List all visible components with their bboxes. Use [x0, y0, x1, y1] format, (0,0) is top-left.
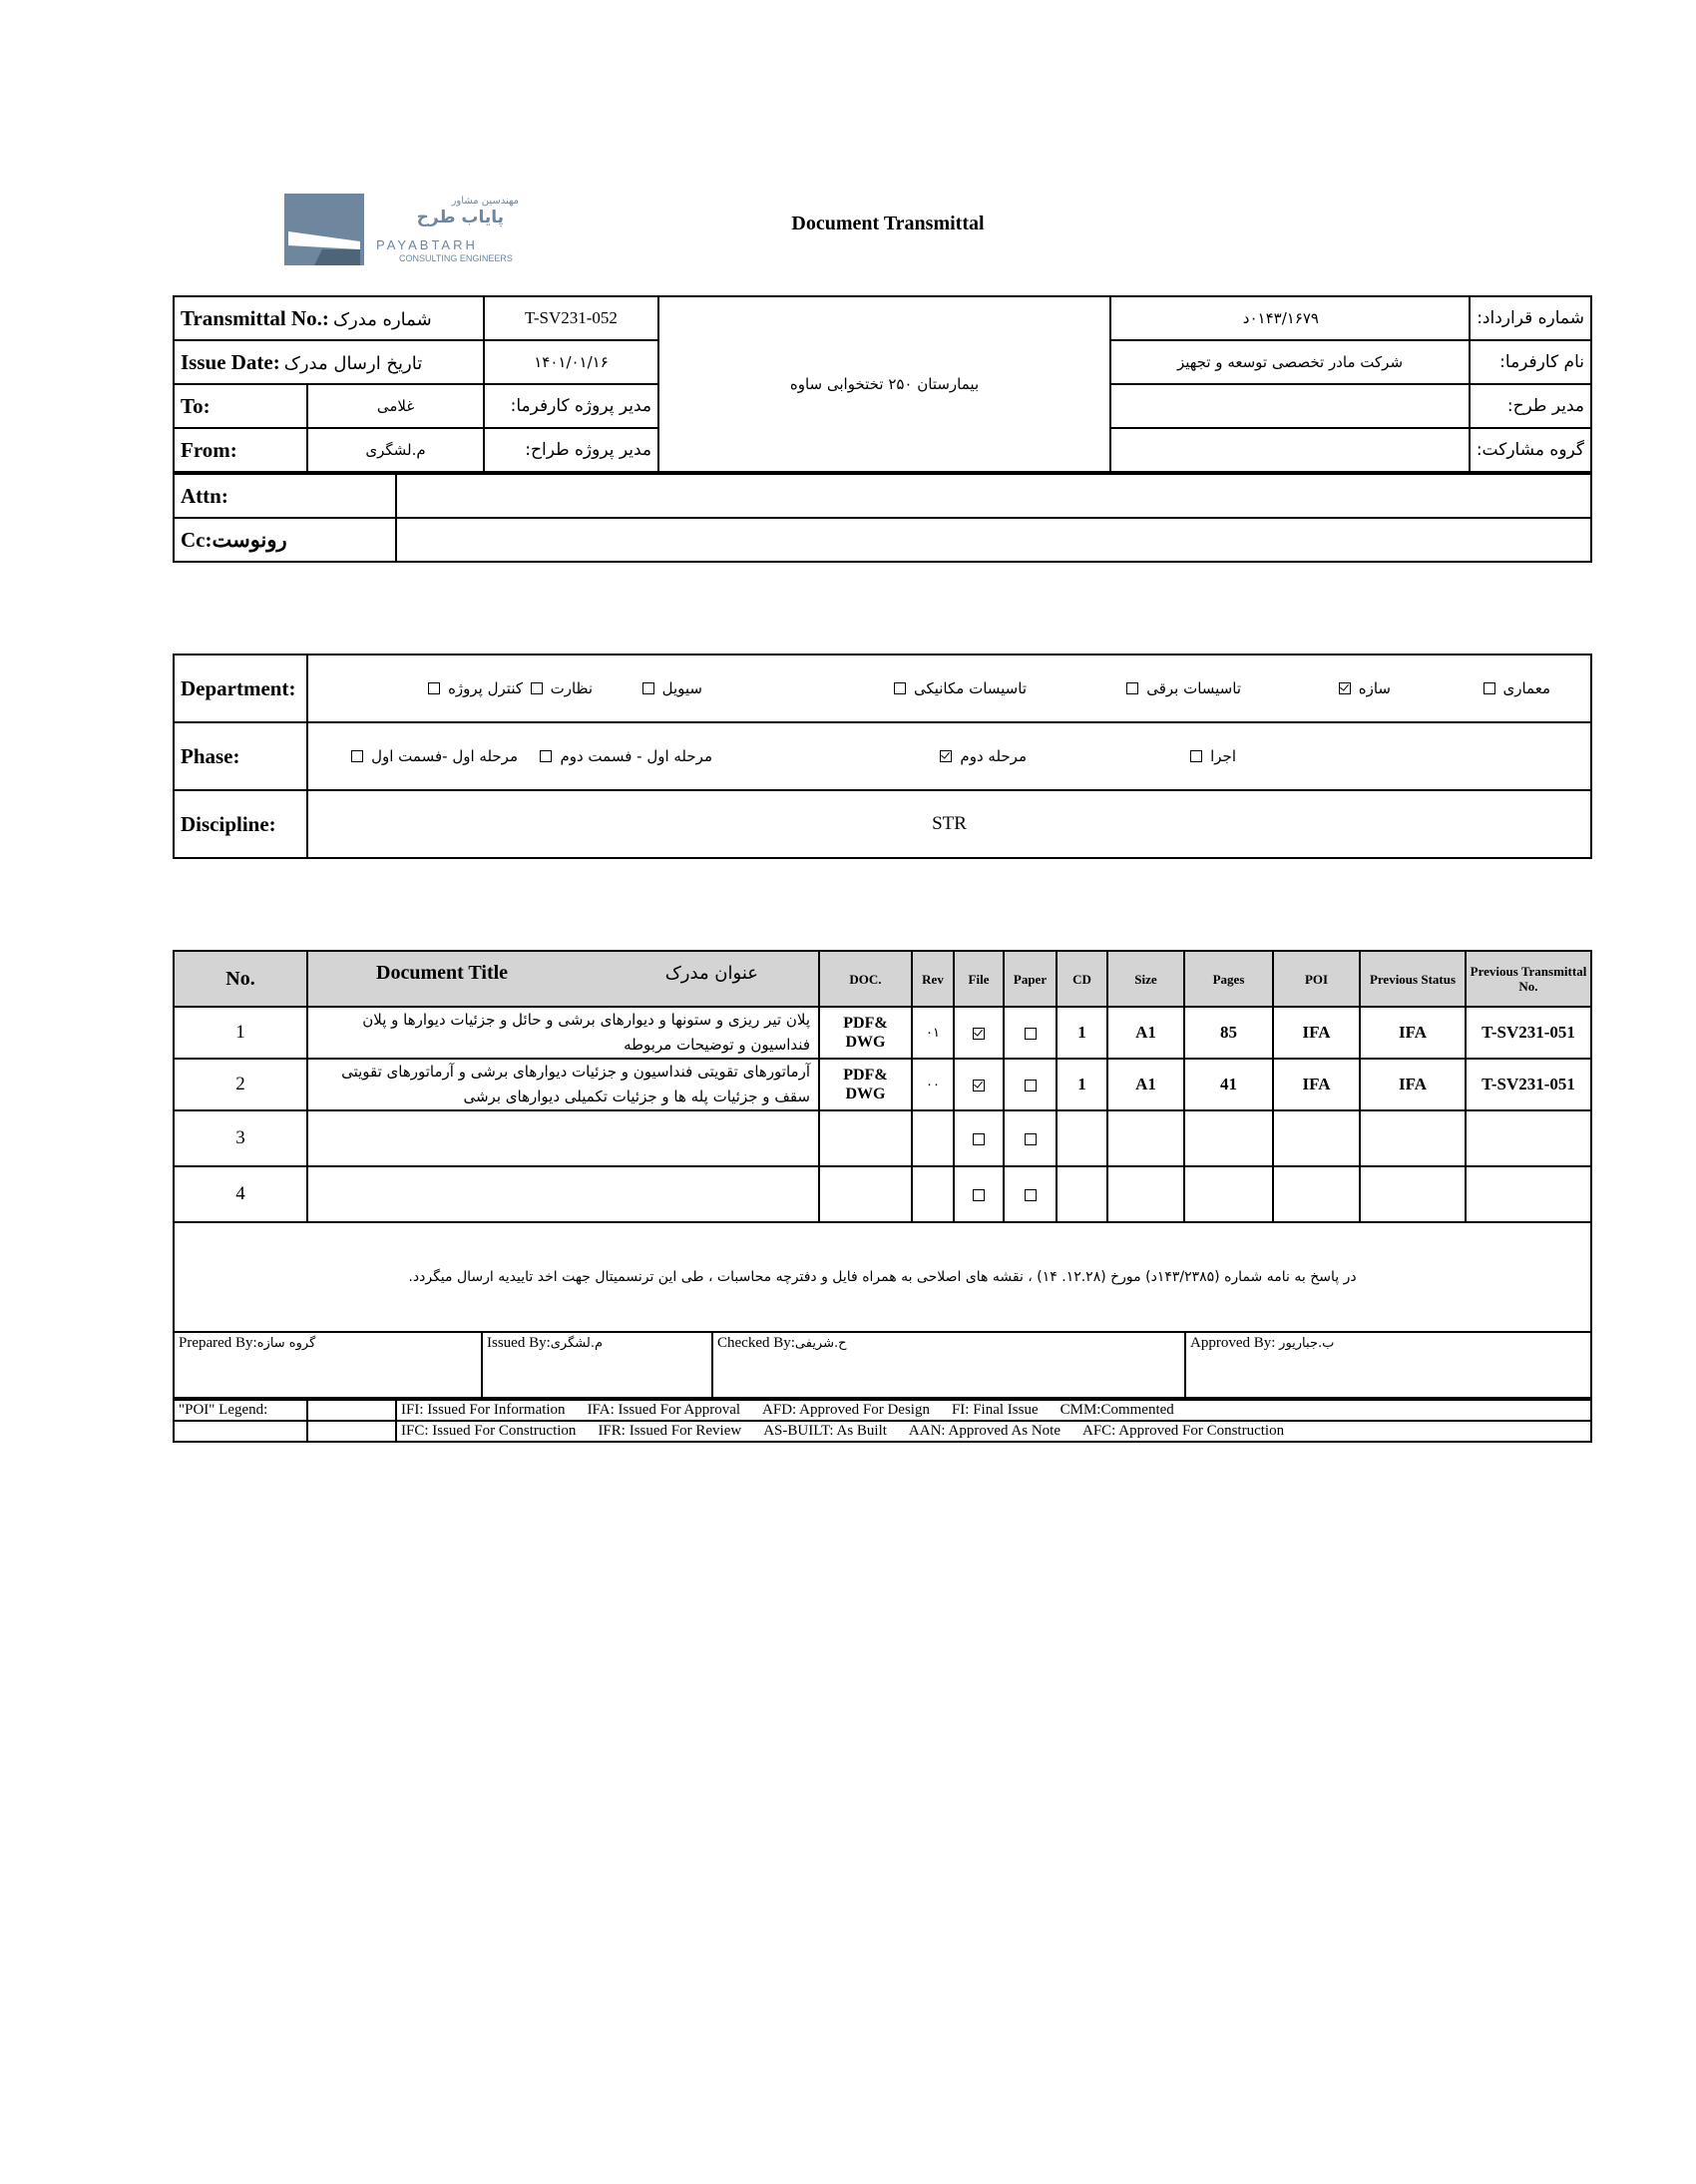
documents-table	[173, 950, 1592, 1333]
remarks: در پاسخ به نامه شماره (۱۴۳/۲۳۸۵د) مورخ (۱۲.۲۸. ۱۴) ، نقشه های اصلاحی به همراه فایل و دفترچه محاسبات ، طی این ترنسمیتال جهت اخد تاییدیه ارسال میگردد.	[174, 1222, 1591, 1332]
row-size: A1	[1107, 1059, 1184, 1110]
checkbox-icon[interactable]	[1025, 1028, 1037, 1040]
checkbox-icon[interactable]	[1484, 682, 1495, 694]
client-pm-label: مدیر پروژه کارفرما:	[484, 384, 658, 428]
table-row	[174, 1110, 1591, 1166]
phase-second-stage[interactable]: مرحله دوم	[940, 747, 1027, 765]
from-value: م.لشگری	[307, 428, 484, 472]
client-label: نام کارفرما:	[1470, 340, 1591, 384]
phase-first-stage-part-two[interactable]: مرحله اول - فسمت دوم	[540, 747, 712, 765]
to-label: To:	[174, 384, 307, 428]
row-prev-transmittal: T-SV231-051	[1466, 1007, 1591, 1059]
poi-legend-item: AFC: Approved For Construction	[1082, 1423, 1285, 1439]
phase-first-stage-part-one[interactable]: مرحله اول -فسمت اول	[351, 747, 518, 765]
checkbox-icon[interactable]	[531, 682, 543, 694]
classification-table	[173, 654, 1592, 859]
row-doc-format: PDF& DWG	[819, 1059, 912, 1110]
col-header-size: Size	[1107, 951, 1184, 1007]
row-cd	[1057, 1110, 1107, 1166]
checkbox-icon[interactable]	[894, 682, 906, 694]
issue-date-value: ۱۴۰۱/۰۱/۱۶	[484, 340, 658, 384]
page-title: Document Transmittal	[791, 213, 985, 234]
checkbox-checked-icon[interactable]	[1339, 682, 1351, 694]
poi-legend-item: CMM:Commented	[1060, 1402, 1174, 1418]
checkbox-icon[interactable]	[351, 750, 363, 762]
logo-name-fa: پایاب طرح	[416, 208, 504, 227]
row-pages: 85	[1184, 1007, 1273, 1059]
checkbox-icon[interactable]	[973, 1133, 985, 1145]
row-doc-format	[819, 1166, 912, 1222]
table-row	[174, 1007, 1591, 1059]
poi-legend-item: IFA: Issued For Approval	[587, 1402, 741, 1418]
row-prev-status	[1360, 1166, 1466, 1222]
dept-electrical[interactable]: تاسیسات برقی	[1126, 679, 1241, 697]
discipline-value: STR	[307, 790, 1591, 858]
cc-label: Cc:رونوست	[174, 518, 396, 562]
col-header-pages: Pages	[1184, 951, 1273, 1007]
col-header-paper: Paper	[1004, 951, 1057, 1007]
row-prev-transmittal	[1466, 1166, 1591, 1222]
poi-legend-item: AS-BUILT: As Built	[763, 1423, 887, 1439]
transmittal-no-label: Transmittal No.: شماره مدرک	[174, 296, 484, 340]
row-no: 1	[174, 1007, 307, 1059]
row-poi	[1273, 1110, 1360, 1166]
poi-legend-item: AFD: Approved For Design	[762, 1402, 930, 1418]
row-no: 4	[174, 1166, 307, 1222]
phase-label: Phase:	[174, 722, 307, 790]
row-rev	[912, 1166, 954, 1222]
attn-value	[396, 474, 1591, 518]
checkbox-icon[interactable]	[973, 1189, 985, 1201]
logo-name-en: PAYABTARH	[376, 237, 478, 252]
row-paper-checkbox[interactable]	[1004, 1110, 1057, 1166]
row-pages: 41	[1184, 1059, 1273, 1110]
row-rev: ۰۱	[912, 1007, 954, 1059]
checkbox-icon[interactable]	[428, 682, 440, 694]
checkbox-icon[interactable]	[1025, 1133, 1037, 1145]
poi-legend-item: IFR: Issued For Review	[598, 1423, 742, 1439]
designer-pm-label: مدیر پروژه طراح:	[484, 428, 658, 472]
project-name: بیمارستان ۲۵۰ تختخوابی ساوه	[658, 296, 1110, 472]
row-title	[307, 1166, 819, 1222]
checkbox-checked-icon[interactable]	[973, 1028, 985, 1040]
company-logo	[284, 192, 544, 267]
transmittal-no-value: T-SV231-052	[484, 296, 658, 340]
poi-legend-row-1	[396, 1400, 1591, 1421]
phase-options	[307, 722, 1591, 790]
row-title: پلان تیر ریزی و ستونها و دیوارهای برشی و حائل و جزئیات دیوارها و پلان فنداسیون و توضیحات مربوطه	[307, 1007, 819, 1059]
row-doc-format	[819, 1110, 912, 1166]
dept-civil[interactable]: سیویل	[642, 679, 702, 697]
row-rev: ۰۰	[912, 1059, 954, 1110]
row-prev-transmittal	[1466, 1110, 1591, 1166]
discipline-label: Discipline:	[174, 790, 307, 858]
checkbox-icon[interactable]	[540, 750, 552, 762]
row-cd: 1	[1057, 1007, 1107, 1059]
row-poi: IFA	[1273, 1059, 1360, 1110]
col-header-file: File	[954, 951, 1004, 1007]
col-header-poi: POI	[1273, 951, 1360, 1007]
from-label: From:	[174, 428, 307, 472]
poi-legend-item: FI: Final Issue	[951, 1402, 1039, 1418]
client-value: شرکت مادر تخصصی توسعه و تجهیز	[1110, 340, 1470, 384]
row-prev-status: IFA	[1360, 1059, 1466, 1110]
row-title	[307, 1110, 819, 1166]
row-poi	[1273, 1166, 1360, 1222]
checkbox-icon[interactable]	[1190, 750, 1202, 762]
row-cd	[1057, 1166, 1107, 1222]
dept-architecture[interactable]: معماری	[1484, 679, 1551, 697]
cc-value	[396, 518, 1591, 562]
row-paper-checkbox[interactable]	[1004, 1007, 1057, 1059]
row-pages	[1184, 1110, 1273, 1166]
row-paper-checkbox[interactable]	[1004, 1059, 1057, 1110]
poi-legend-row-2	[396, 1421, 1591, 1442]
contract-no-label: شماره قرارداد:	[1470, 296, 1591, 340]
row-size	[1107, 1166, 1184, 1222]
col-header-prev-transmittal: Previous Transmittal No.	[1466, 951, 1591, 1007]
transmittal-info-table	[173, 295, 1592, 473]
col-header-doc: DOC.	[819, 951, 912, 1007]
poi-legend-item: IFC: Issued For Construction	[401, 1423, 577, 1439]
row-file-checkbox[interactable]	[954, 1059, 1004, 1110]
phase-execution[interactable]: اجرا	[1190, 747, 1236, 765]
row-title: آرماتورهای تقویتی فنداسیون و جزئیات دیوارهای برشی و آرماتورهای تقویتی سقف و جزئیات پله ها و جزئیات تکمیلی دیوارهای برشی	[307, 1059, 819, 1110]
logo-sub-en: CONSULTING ENGINEERS	[399, 253, 513, 263]
poi-legend-item: IFI: Issued For Information	[401, 1402, 566, 1418]
row-prev-status: IFA	[1360, 1007, 1466, 1059]
row-file-checkbox[interactable]	[954, 1110, 1004, 1166]
checkbox-icon[interactable]	[1025, 1189, 1037, 1201]
dept-structure[interactable]: سازه	[1339, 679, 1391, 697]
dept-supervision[interactable]: نظارت	[531, 679, 593, 697]
row-size: A1	[1107, 1007, 1184, 1059]
approved-by: Approved By: ب.جباریور	[1185, 1332, 1591, 1398]
attn-label: Attn:	[174, 474, 396, 518]
table-row	[174, 1059, 1591, 1110]
attn-cc-table	[173, 473, 1592, 563]
partnership-label: گروه مشارکت:	[1470, 428, 1591, 472]
design-manager-label: مدیر طرح:	[1470, 384, 1591, 428]
poi-legend-item: AAN: Approved As Note	[908, 1423, 1060, 1439]
checkbox-checked-icon[interactable]	[973, 1080, 985, 1092]
row-no: 2	[174, 1059, 307, 1110]
logo-tagline: مهندسین مشاور	[451, 196, 519, 207]
checkbox-icon[interactable]	[1126, 682, 1138, 694]
row-file-checkbox[interactable]	[954, 1166, 1004, 1222]
logo-mark-icon	[284, 194, 364, 265]
dept-mechanical[interactable]: تاسیسات مکانیکی	[894, 679, 1027, 697]
row-paper-checkbox[interactable]	[1004, 1166, 1057, 1222]
col-header-cd: CD	[1057, 951, 1107, 1007]
documents-table-body	[174, 1007, 1591, 1222]
row-pages	[1184, 1166, 1273, 1222]
checkbox-checked-icon[interactable]	[940, 750, 952, 762]
col-header-title: Document Title عنوان مدرک	[307, 951, 819, 1007]
dept-project-control[interactable]: کنترل پروژه	[428, 679, 523, 697]
issue-date-label: Issue Date: تاریخ ارسال مدرک	[174, 340, 484, 384]
checkbox-icon[interactable]	[1025, 1080, 1037, 1092]
prepared-by: Prepared By:گروه سازه	[174, 1332, 482, 1398]
row-poi: IFA	[1273, 1007, 1360, 1059]
signatures-table	[173, 1331, 1592, 1399]
department-options	[307, 655, 1591, 722]
row-rev	[912, 1110, 954, 1166]
contract-no-value: ۰۱۴۳/۱۶۷۹د	[1110, 296, 1470, 340]
checked-by: Checked By:ح.شریفی	[712, 1332, 1185, 1398]
checkbox-icon[interactable]	[642, 682, 654, 694]
row-size	[1107, 1110, 1184, 1166]
row-cd: 1	[1057, 1059, 1107, 1110]
row-prev-status	[1360, 1110, 1466, 1166]
issued-by: Issued By:م.لشگری	[482, 1332, 712, 1398]
col-header-prev-status: Previous Status	[1360, 951, 1466, 1007]
row-doc-format: PDF& DWG	[819, 1007, 912, 1059]
poi-legend-label: "POI" Legend:	[174, 1400, 307, 1421]
row-prev-transmittal: T-SV231-051	[1466, 1059, 1591, 1110]
department-label: Department:	[174, 655, 307, 722]
design-manager-value	[1110, 384, 1470, 428]
partnership-value	[1110, 428, 1470, 472]
poi-legend-table	[173, 1399, 1592, 1443]
table-row	[174, 1166, 1591, 1222]
col-header-rev: Rev	[912, 951, 954, 1007]
col-header-no: No.	[174, 951, 307, 1007]
row-no: 3	[174, 1110, 307, 1166]
row-file-checkbox[interactable]	[954, 1007, 1004, 1059]
to-value: غلامی	[307, 384, 484, 428]
